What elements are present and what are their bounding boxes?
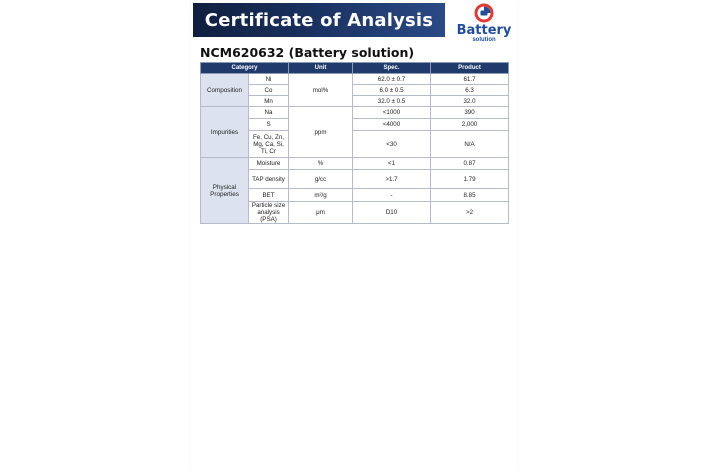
header-product: Product [431,63,509,74]
spec-cell: <4000 [353,119,431,131]
header-category: Category [201,63,289,74]
spec-table [200,62,509,224]
unit-cell: m²/g [289,189,353,202]
category-composition: Composition [201,74,249,107]
product-cell: 2,000 [431,119,509,131]
product-cell: 390 [431,107,509,119]
spec-cell: <1 [353,158,431,170]
header-spec: Spec. [353,63,431,74]
unit-cell: g/cc [289,170,353,189]
spec-cell: 62.0 ± 0.7 [353,74,431,85]
product-title: NCM620632 (Battery solution) [200,45,415,60]
spec-cell: >2 [431,202,509,224]
table-row [201,158,509,170]
product-cell: 61.7 [431,74,509,85]
spec-cell: 6.0 ± 0.5 [353,85,431,96]
spec-cell: D10 [353,202,431,224]
item-cell-psa: Particle size analysis (PSA) [249,202,289,224]
product-cell: 0.87 [431,158,509,170]
battery-solution-logo [453,2,515,44]
item-cell: TAP density [249,170,289,189]
item-cell: S [249,119,289,131]
spec-cell: >1.7 [353,170,431,189]
logo-name: Battery [456,23,512,38]
title-banner [193,3,445,37]
item-cell: Co [249,85,289,96]
item-cell: Ni [249,74,289,85]
category-physical: Physical Properties [201,158,249,224]
table-row [201,74,509,85]
product-cell: 1.79 [431,170,509,189]
spec-cell: <30 [353,131,431,158]
unit-cell: ppm [289,107,353,158]
spec-cell: <1000 [353,107,431,119]
item-cell: Moisture [249,158,289,170]
header-unit: Unit [289,63,353,74]
product-cell: 32.0 [431,96,509,107]
unit-cell: μm [289,202,353,224]
table-header-row [201,63,509,74]
item-cell: BET [249,189,289,202]
category-impurities: Impurities [201,107,249,158]
spec-cell: - [353,189,431,202]
logo-sub: solution [472,37,496,43]
item-cell: Na [249,107,289,119]
table-row [201,107,509,119]
product-cell: N/A [431,131,509,158]
certificate-page [190,0,517,472]
product-cell: 6.3 [431,85,509,96]
item-cell: Mn [249,96,289,107]
spec-cell: 32.0 ± 0.5 [353,96,431,107]
unit-cell: % [289,158,353,170]
item-cell: Fe, Cu, Zn, Mg, Ca, Si, Ti, Cr [249,131,289,158]
product-cell: 8.85 [431,189,509,202]
banner-title: Certificate of Analysis [204,9,434,31]
unit-cell: mol% [289,74,353,107]
